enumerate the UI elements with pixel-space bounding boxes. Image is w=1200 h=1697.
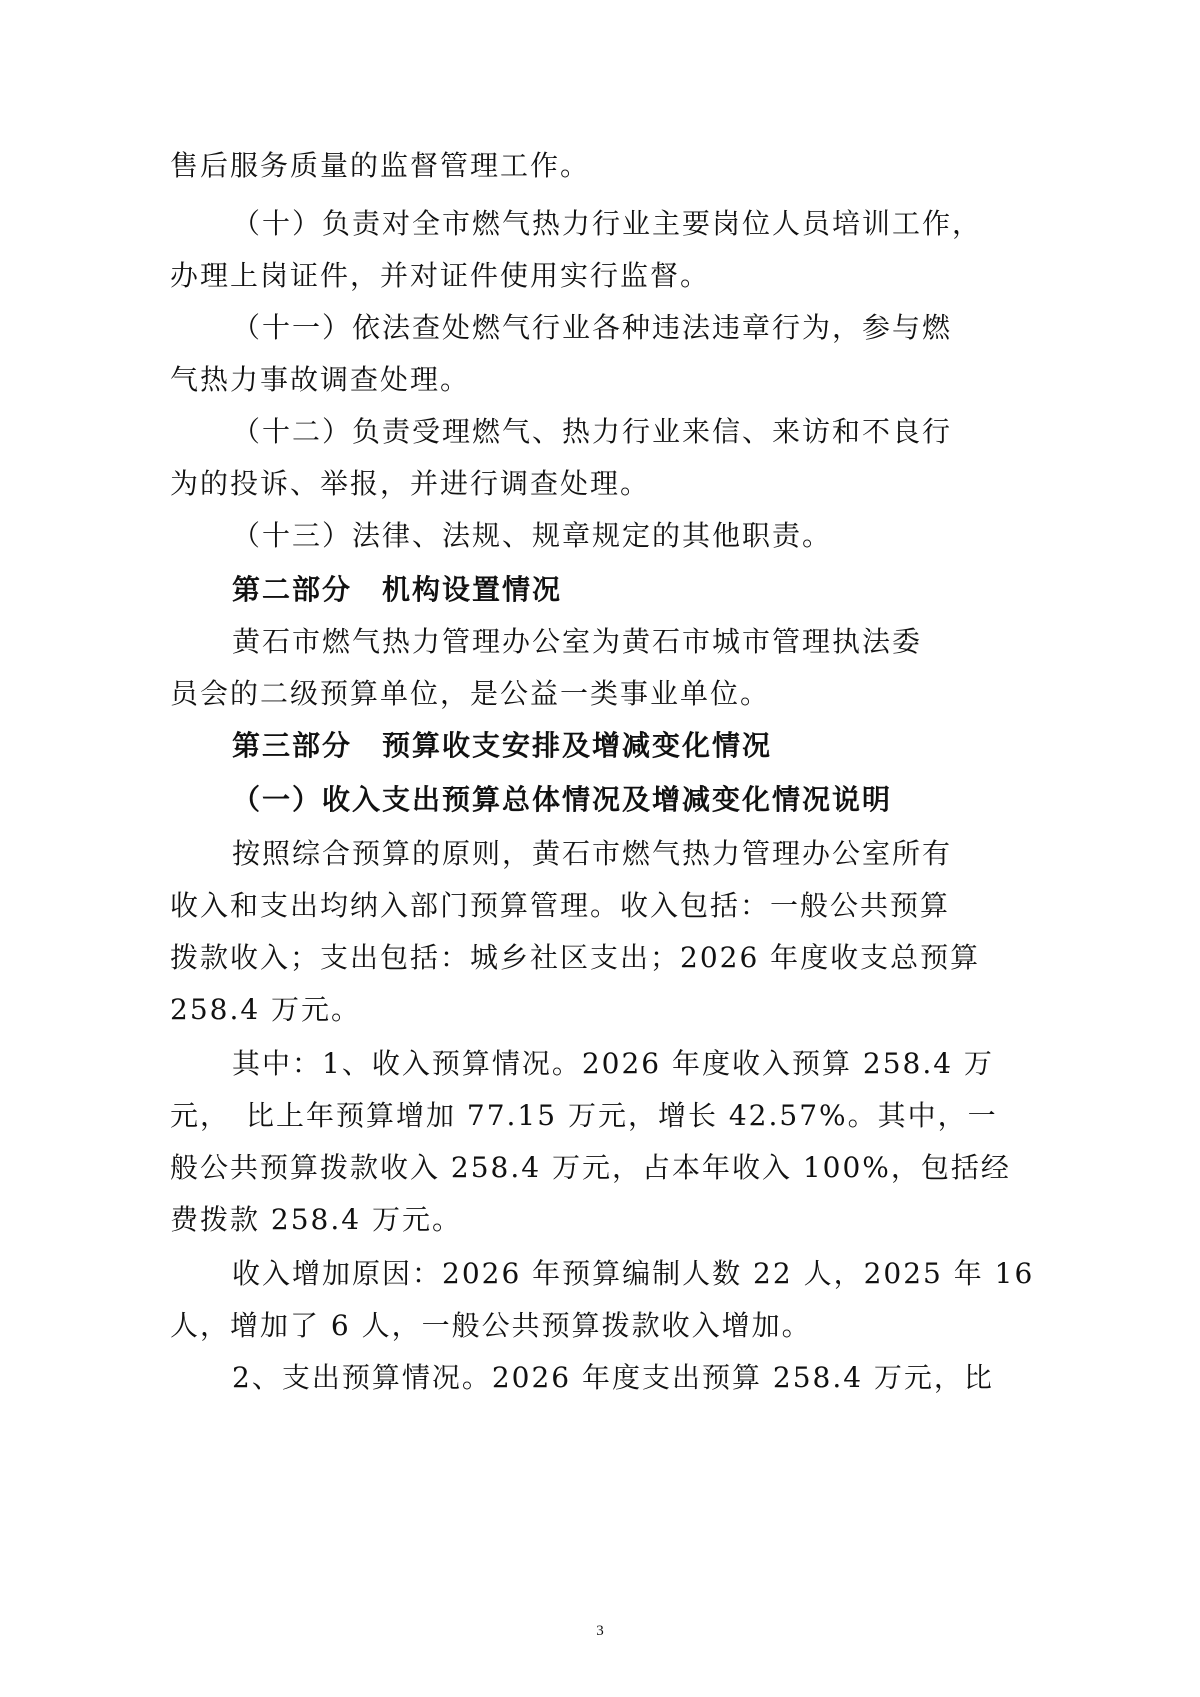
text-line: （十一）依法查处燃气行业各种违法违章行为，参与燃 — [232, 311, 953, 344]
text-line: 按照综合预算的原则，黄石市燃气热力管理办公室所有 — [232, 837, 953, 870]
text-line: （十三）法律、法规、规章规定的其他职责。 — [232, 519, 833, 552]
text-line: 费拨款 258.4 万元。 — [170, 1203, 462, 1236]
subsection-heading: （一）收入支出预算总体情况及增减变化情况说明 — [232, 783, 893, 816]
section-heading: 第二部分 机构设置情况 — [232, 573, 563, 606]
text-line: 拨款收入；支出包括：城乡社区支出；2026 年度收支总预算 — [170, 941, 981, 974]
text-line: 售后服务质量的监督管理工作。 — [170, 149, 591, 182]
text-line: 258.4 万元。 — [170, 993, 362, 1026]
text-line: （十二）负责受理燃气、热力行业来信、来访和不良行 — [232, 415, 953, 448]
page-number: 3 — [596, 1623, 604, 1639]
text-line: 般公共预算拨款收入 258.4 万元，占本年收入 100%，包括经 — [170, 1151, 1011, 1184]
section-heading: 第三部分 预算收支安排及增减变化情况 — [232, 729, 773, 762]
text-line: 气热力事故调查处理。 — [170, 363, 471, 396]
text-line: 人，增加了 6 人，一般公共预算拨款收入增加。 — [170, 1309, 812, 1342]
text-line: （十）负责对全市燃气热力行业主要岗位人员培训工作， — [232, 207, 983, 240]
text-line: 其中：1、收入预算情况。2026 年度收入预算 258.4 万 — [232, 1047, 994, 1080]
text-line: 办理上岗证件，并对证件使用实行监督。 — [170, 259, 711, 292]
text-line: 2、支出预算情况。2026 年度支出预算 258.4 万元，比 — [232, 1361, 994, 1394]
text-line: 黄石市燃气热力管理办公室为黄石市城市管理执法委 — [232, 625, 923, 658]
text-line: 收入和支出均纳入部门预算管理。收入包括：一般公共预算 — [170, 889, 951, 922]
text-line: 员会的二级预算单位，是公益一类事业单位。 — [170, 677, 771, 710]
text-line: 收入增加原因：2026 年预算编制人数 22 人，2025 年 16 — [232, 1257, 1035, 1290]
text-line: 元， 比上年预算增加 77.15 万元，增长 42.57%。其中，一 — [170, 1099, 998, 1132]
text-line: 为的投诉、举报，并进行调查处理。 — [170, 467, 651, 500]
